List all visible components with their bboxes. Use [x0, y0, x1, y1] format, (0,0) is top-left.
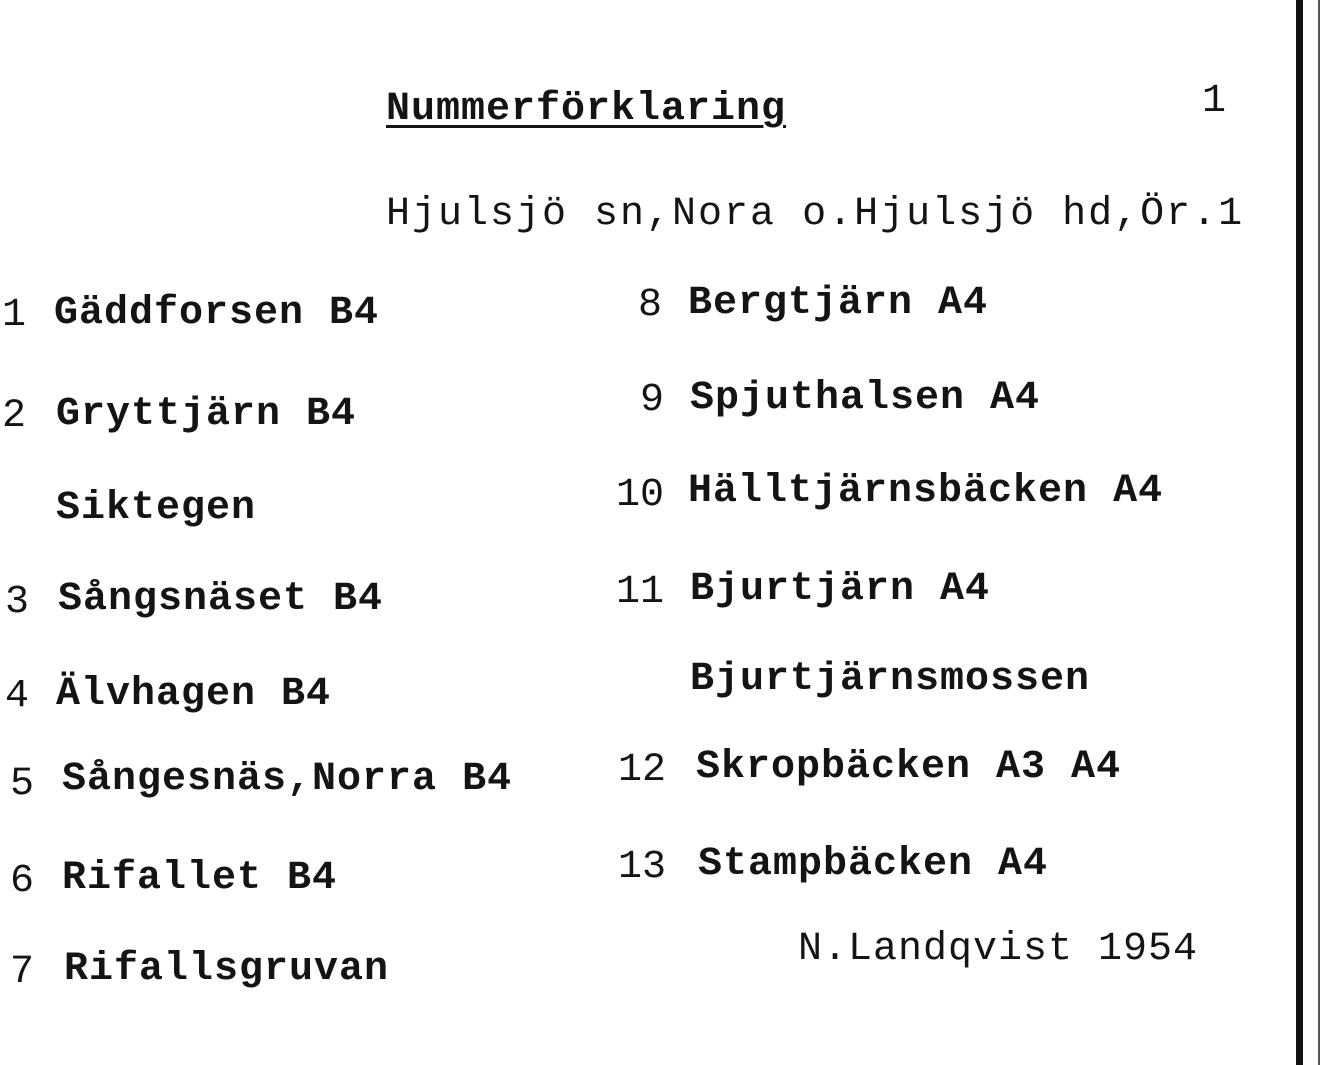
left-entry-name: Rifallet B4: [62, 856, 338, 901]
right-entry-number: 10: [616, 473, 665, 518]
right-entry-name: Bjurtjärn A4: [690, 567, 991, 612]
left-entry-number: 3: [5, 580, 30, 625]
left-entry-number: 2: [2, 394, 27, 439]
right-entry-number: 11: [616, 570, 665, 615]
right-entry-name: Spjuthalsen A4: [690, 376, 1041, 421]
right-entry-name: Bjurtjärnsmossen: [690, 657, 1091, 702]
left-entry-number: 1: [2, 293, 27, 338]
left-entry-number: 5: [10, 762, 35, 807]
right-entry-number: 12: [618, 748, 667, 793]
left-entry-name: Gäddforsen B4: [54, 291, 380, 336]
left-entry-name: Älvhagen B4: [56, 672, 332, 717]
right-entry-number: 9: [640, 378, 665, 423]
left-entry-name: Sångesnäs,Norra B4: [62, 757, 513, 802]
right-entry-name: Stampbäcken A4: [698, 842, 1049, 887]
left-entry-name: Rifallsgruvan: [64, 947, 390, 992]
right-entry-number: 8: [638, 283, 663, 328]
right-entry-name: Bergtjärn A4: [688, 281, 989, 326]
left-entry-name: Gryttjärn B4: [56, 392, 357, 437]
left-entry-number: 4: [5, 674, 30, 719]
page-edge-line: [1296, 0, 1303, 1065]
left-entry-number: 6: [10, 859, 35, 904]
left-entry-name: Siktegen: [56, 486, 257, 531]
right-entry-name: Skropbäcken A3 A4: [696, 745, 1122, 790]
left-entry-number: 7: [10, 950, 35, 995]
left-entry-name: Sångsnäset B4: [58, 577, 384, 622]
document-subtitle: Hjulsjö sn,Nora o.Hjulsjö hd,Ör.1: [386, 192, 1245, 237]
page-edge-shadow: [1318, 0, 1320, 1065]
right-entry-number: 13: [618, 845, 667, 890]
author-signature-line: N.Landqvist 1954: [798, 927, 1199, 972]
page-number: 1: [1202, 79, 1228, 124]
document-title: Nummerförklaring: [386, 87, 787, 132]
right-entry-name: Hälltjärnsbäcken A4: [688, 469, 1164, 514]
